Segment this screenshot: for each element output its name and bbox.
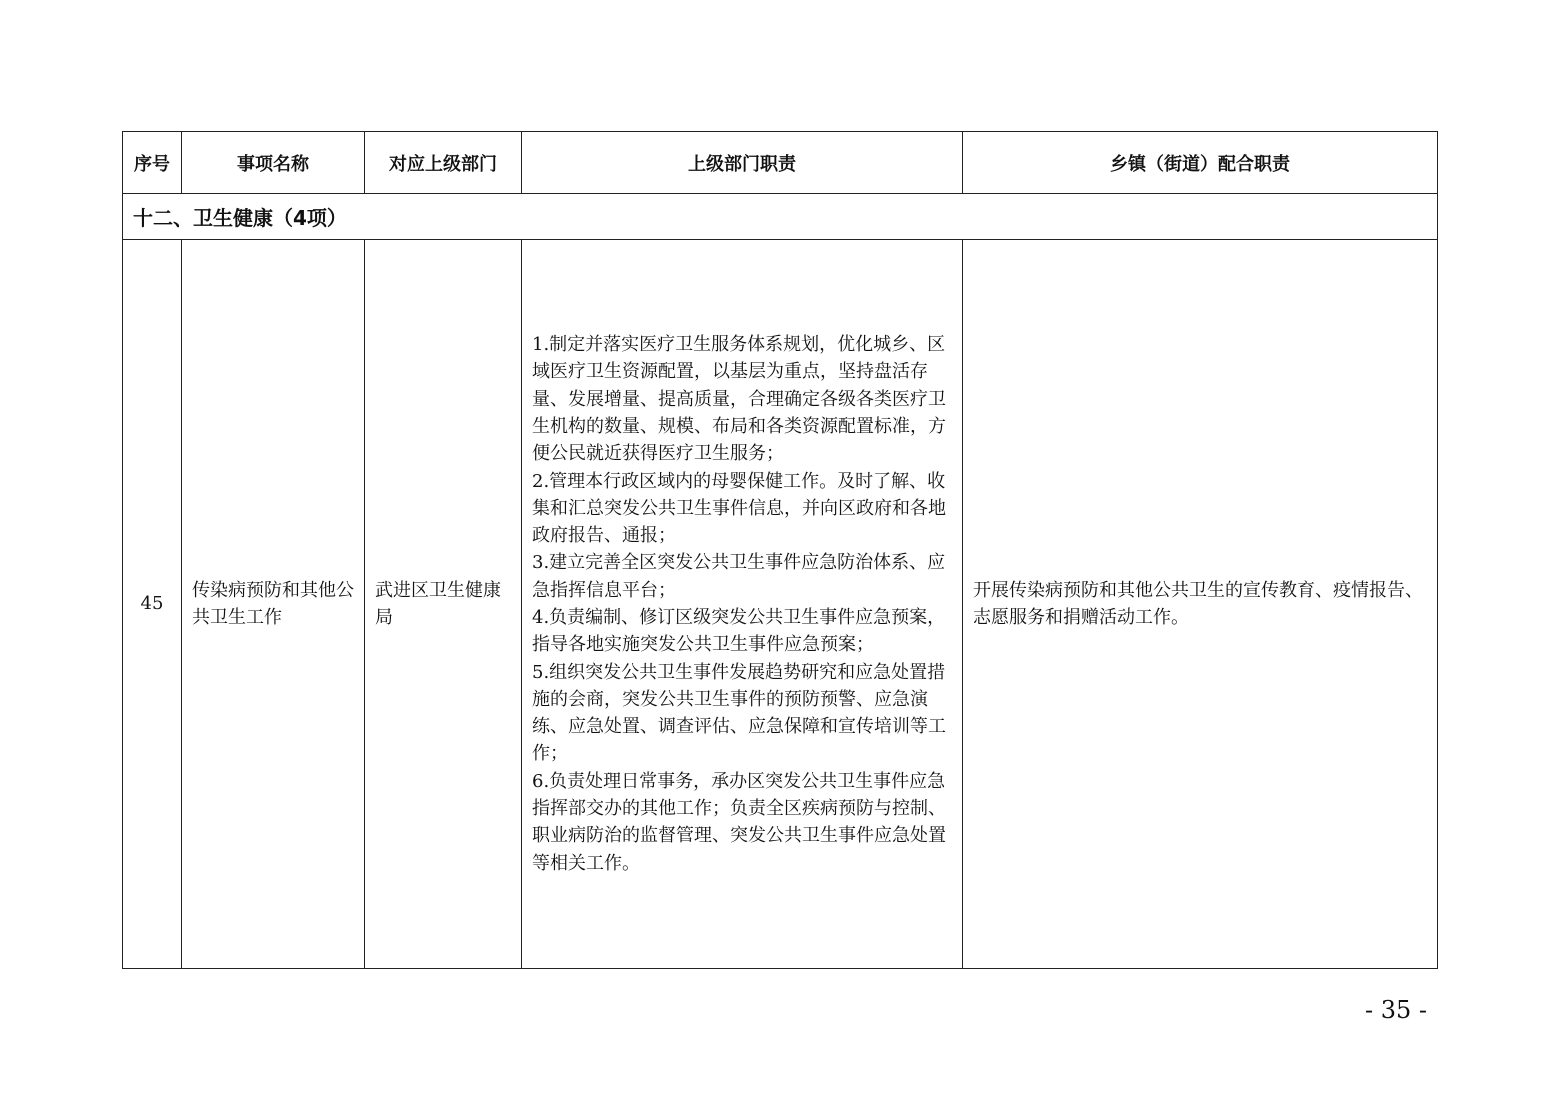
section-row [123,194,1438,240]
row-index: 45 [123,240,182,969]
page-number: - 35 - [1364,996,1427,1024]
duty-item: 2.管理本行政区域内的母婴保健工作。及时了解、收集和汇总突发公共卫生事件信息，并向区政府和各地政府报告、通报； [532,470,946,547]
duty-item: 5.组织突发公共卫生事件发展趋势研究和应急处置措施的会商，突发公共卫生事件的预防预警、应急演练、应急处置、调查评估、应急保障和宣传培训等工作； [532,661,946,765]
header-item-name: 事项名称 [182,132,365,194]
duty-item: 4.负责编制、修订区级突发公共卫生事件应急预案，指导各地实施突发公共卫生事件应急预案； [532,607,946,656]
row-department-duties [522,240,963,969]
duty-item: 3.建立完善全区突发公共卫生事件应急防治体系、应急指挥信息平台； [532,552,946,601]
table-row [123,240,1438,969]
duty-item: 1.制定并落实医疗卫生服务体系规划，优化城乡、区域医疗卫生资源配置，以基层为重点，坚持盘活存量、发展增量、提高质量，合理确定各级各类医疗卫生机构的数量、规模、布局和各类资源配置标准，方便公民就近获得医疗卫生服务； [532,334,946,465]
table-header-row [123,132,1438,194]
row-department: 武进区卫生健康局 [365,240,522,969]
duty-item: 6.负责处理日常事务，承办区突发公共卫生事件应急指挥部交办的其他工作；负责全区疾病预防与控制、职业病防治的监督管理、突发公共卫生事件应急处置等相关工作。 [532,770,946,874]
row-item-name: 传染病预防和其他公共卫生工作 [182,240,365,969]
row-town-duty: 开展传染病预防和其他公共卫生的宣传教育、疫情报告、志愿服务和捐赠活动工作。 [963,240,1438,969]
header-town-duties: 乡镇（街道）配合职责 [963,132,1438,194]
header-index: 序号 [123,132,182,194]
header-department-duties: 上级部门职责 [522,132,963,194]
header-department: 对应上级部门 [365,132,522,194]
responsibility-table [122,131,1438,969]
section-title: 十二、卫生健康（4项） [123,194,1438,240]
